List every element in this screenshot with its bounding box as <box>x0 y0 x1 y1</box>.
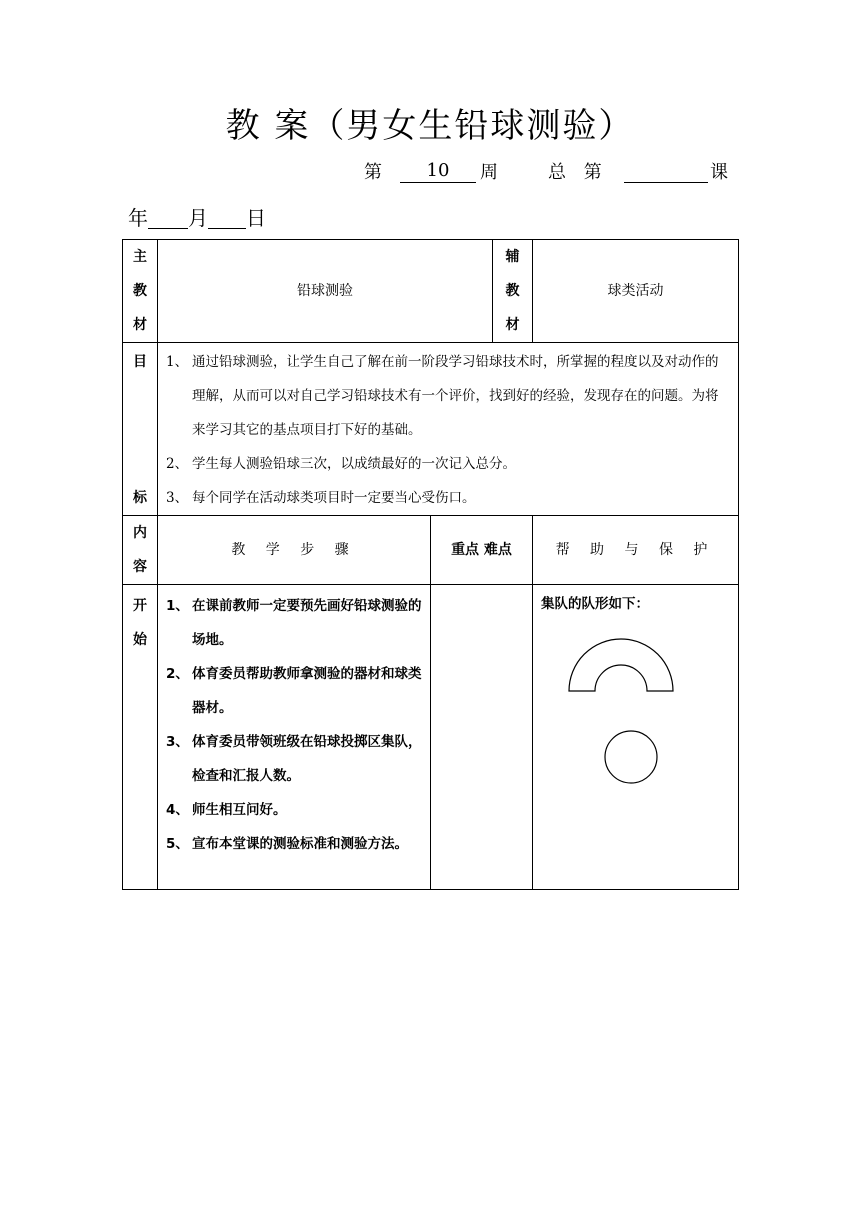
step-item: 2、 体育委员帮助教师拿测验的器材和球类器材。 <box>166 666 422 716</box>
date-day: 日 <box>246 206 266 230</box>
steps-header: 教 学 步 骤 <box>158 516 431 585</box>
goal-item: 3、 每个同学在活动球类项目时一定要当心受伤口。 <box>166 490 476 506</box>
goal-item: 2、 学生每人测验铅球三次，以成绩最好的一次记入总分。 <box>166 456 516 472</box>
header-row <box>123 516 739 585</box>
start-label: 开 始 <box>123 585 158 890</box>
step-item: 1、 在课前教师一定要预先画好铅球测验的场地。 <box>166 598 422 648</box>
main-material-label: 主 教 材 <box>123 240 158 343</box>
week-zhou: 周 <box>480 162 498 183</box>
key-points-header: 重点 难点 <box>431 516 533 585</box>
formation-diagram <box>533 623 739 793</box>
help-cell <box>533 585 739 890</box>
total-di: 总 第 <box>548 162 608 183</box>
content-label: 内 容 <box>123 516 158 585</box>
step-item: 5、 宣布本堂课的测验标准和测验方法。 <box>166 836 408 852</box>
lesson-plan-table <box>122 239 739 890</box>
date-year-blank <box>148 204 188 229</box>
steps-cell <box>158 585 431 890</box>
date-month-blank <box>208 204 246 229</box>
aux-material-value: 球类活动 <box>533 240 739 343</box>
goals-row <box>123 343 739 516</box>
aux-material-label: 辅 教 材 <box>493 240 533 343</box>
page-title: 教 案（男女生铅球测验） <box>225 106 635 146</box>
goal-label: 目 标 <box>123 343 158 516</box>
step-item: 4、 师生相互问好。 <box>166 802 287 818</box>
formation-caption: 集队的队形如下： <box>541 596 649 612</box>
semicircle-formation-shape <box>569 639 673 691</box>
date-month: 月 <box>188 206 208 230</box>
start-row <box>123 585 739 890</box>
goals-cell <box>158 343 739 516</box>
lesson-ke: 课 <box>710 162 728 183</box>
goal-item: 1、 通过铅球测验，让学生自己了解在前一阶段学习铅球技术时，所掌握的程度以及对动作的理解，从而可以对自己学习铅球技术有一个评价，找到好的经验，发现存在的问题。为将来学习其它的基点项目打下好的基础。 <box>166 354 719 438</box>
date-line <box>128 204 266 232</box>
lesson-number <box>624 160 708 183</box>
week-di: 第 <box>364 162 382 183</box>
step-item: 3、 体育委员带领班级在铅球投掷区集队，检查和汇报人数。 <box>166 734 422 784</box>
date-year: 年 <box>128 206 148 230</box>
key-points-cell <box>431 585 533 890</box>
help-header: 帮 助 与 保 护 <box>533 516 739 585</box>
materials-row <box>123 240 739 343</box>
main-material-value: 铅球测验 <box>158 240 493 343</box>
week-line <box>360 160 740 186</box>
week-number: 10 <box>400 160 476 183</box>
circle-formation-shape <box>605 731 657 783</box>
